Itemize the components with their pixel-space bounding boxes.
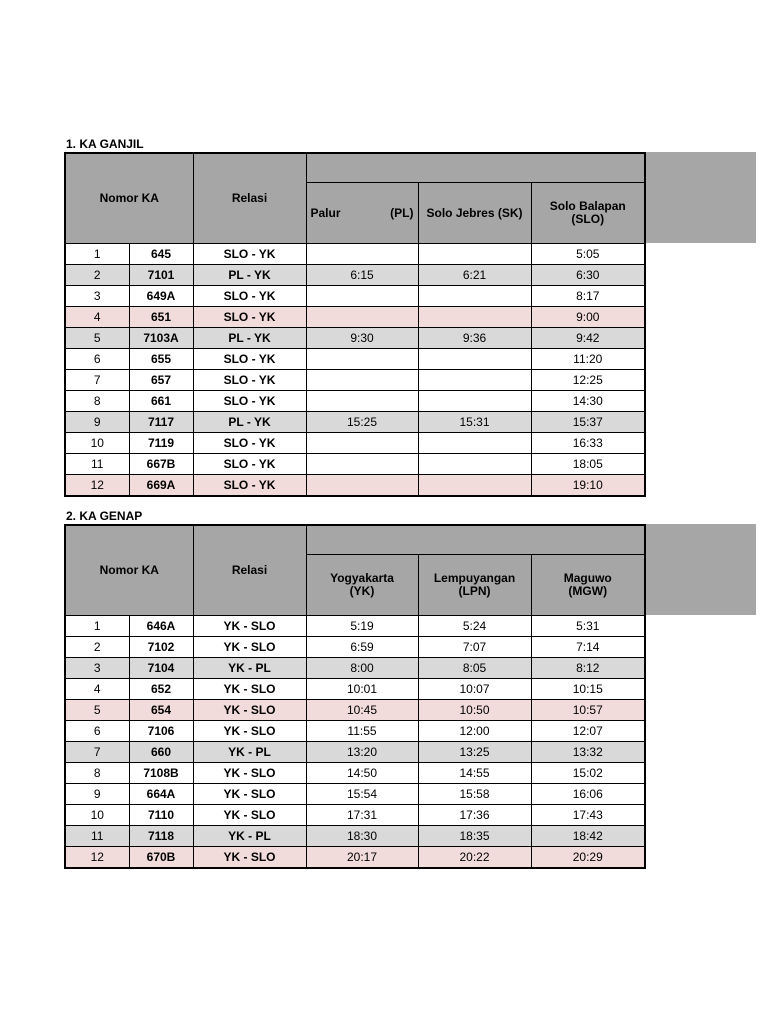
- train-number-cell: 660: [129, 741, 193, 762]
- row-number-cell: 2: [65, 636, 129, 657]
- station-code: (LPN): [458, 583, 491, 598]
- time-station-3-cell: 7:14: [531, 636, 645, 657]
- time-station-1-cell: 9:30: [306, 327, 418, 348]
- time-station-2-cell: 15:58: [418, 783, 531, 804]
- time-station-2-cell: 15:31: [418, 411, 531, 432]
- time-station-3-cell: 19:10: [531, 474, 645, 496]
- time-station-2-cell: 10:50: [418, 699, 531, 720]
- train-number-cell: 7102: [129, 636, 193, 657]
- route-cell: SLO - YK: [193, 243, 306, 264]
- train-number-cell: 649A: [129, 285, 193, 306]
- time-station-2-cell: [418, 432, 531, 453]
- row-number-cell: 4: [65, 678, 129, 699]
- train-number-cell: 7103A: [129, 327, 193, 348]
- time-station-3-cell: 10:15: [531, 678, 645, 699]
- time-station-1-cell: [306, 243, 418, 264]
- train-number-cell: 7108B: [129, 762, 193, 783]
- header-nomor-ka: Nomor KA: [65, 153, 193, 243]
- route-cell: PL - YK: [193, 327, 306, 348]
- row-number-cell: 9: [65, 783, 129, 804]
- header-stations-group: [306, 153, 645, 182]
- time-station-1-cell: [306, 369, 418, 390]
- train-number-cell: 7101: [129, 264, 193, 285]
- route-cell: SLO - YK: [193, 474, 306, 496]
- time-station-2-cell: 8:05: [418, 657, 531, 678]
- row-number-cell: 10: [65, 804, 129, 825]
- table-row: [65, 369, 645, 390]
- row-number-cell: 11: [65, 825, 129, 846]
- time-station-3-cell: 13:32: [531, 741, 645, 762]
- time-station-3-cell: 8:12: [531, 657, 645, 678]
- time-station-1-cell: 6:15: [306, 264, 418, 285]
- station-name: Palur: [310, 205, 341, 220]
- time-station-1-cell: [306, 390, 418, 411]
- train-number-cell: 651: [129, 306, 193, 327]
- table-row: [65, 390, 645, 411]
- route-cell: PL - YK: [193, 411, 306, 432]
- route-cell: PL - YK: [193, 264, 306, 285]
- time-station-1-cell: 15:54: [306, 783, 418, 804]
- table-row: [65, 285, 645, 306]
- table-body-genap: [65, 615, 645, 868]
- train-number-cell: 7119: [129, 432, 193, 453]
- table-row: [65, 474, 645, 496]
- time-station-3-cell: 15:02: [531, 762, 645, 783]
- table-row: [65, 453, 645, 474]
- time-station-2-cell: 17:36: [418, 804, 531, 825]
- route-cell: YK - SLO: [193, 846, 306, 868]
- header-station-maguwo: [531, 554, 645, 615]
- station-code: (YK): [349, 583, 375, 598]
- header-extension-band: [644, 524, 756, 615]
- route-cell: YK - PL: [193, 657, 306, 678]
- time-station-3-cell: 16:06: [531, 783, 645, 804]
- time-station-2-cell: [418, 474, 531, 496]
- time-station-3-cell: 17:43: [531, 804, 645, 825]
- time-station-2-cell: 10:07: [418, 678, 531, 699]
- header-station-solo-balapan: [531, 182, 645, 243]
- time-station-1-cell: [306, 453, 418, 474]
- train-number-cell: 667B: [129, 453, 193, 474]
- table-row: [65, 327, 645, 348]
- table-row: [65, 678, 645, 699]
- route-cell: SLO - YK: [193, 453, 306, 474]
- table-row: [65, 762, 645, 783]
- table-row: [65, 804, 645, 825]
- time-station-3-cell: 5:31: [531, 615, 645, 636]
- time-station-2-cell: 5:24: [418, 615, 531, 636]
- route-cell: YK - SLO: [193, 699, 306, 720]
- train-number-cell: 7110: [129, 804, 193, 825]
- time-station-2-cell: 12:00: [418, 720, 531, 741]
- time-station-3-cell: 6:30: [531, 264, 645, 285]
- section-title-genap: 2. KA GENAP: [66, 509, 143, 523]
- time-station-1-cell: 10:01: [306, 678, 418, 699]
- station-name: Solo Balapan: [549, 198, 626, 213]
- time-station-3-cell: 14:30: [531, 390, 645, 411]
- time-station-1-cell: 11:55: [306, 720, 418, 741]
- train-number-cell: 661: [129, 390, 193, 411]
- row-number-cell: 4: [65, 306, 129, 327]
- route-cell: SLO - YK: [193, 285, 306, 306]
- time-station-3-cell: 12:25: [531, 369, 645, 390]
- time-station-1-cell: [306, 474, 418, 496]
- row-number-cell: 2: [65, 264, 129, 285]
- row-number-cell: 6: [65, 720, 129, 741]
- route-cell: SLO - YK: [193, 369, 306, 390]
- table-row: [65, 720, 645, 741]
- time-station-1-cell: [306, 432, 418, 453]
- row-number-cell: 9: [65, 411, 129, 432]
- route-cell: YK - SLO: [193, 804, 306, 825]
- header-station-lempuyangan: [418, 554, 531, 615]
- table-row: [65, 825, 645, 846]
- time-station-1-cell: [306, 285, 418, 306]
- time-station-2-cell: 6:21: [418, 264, 531, 285]
- route-cell: SLO - YK: [193, 390, 306, 411]
- station-code: (PL): [390, 205, 414, 220]
- route-cell: YK - PL: [193, 741, 306, 762]
- station-name: Lempuyangan: [433, 570, 516, 585]
- train-number-cell: 646A: [129, 615, 193, 636]
- station-name: Maguwo: [563, 570, 612, 585]
- route-cell: YK - SLO: [193, 762, 306, 783]
- train-number-cell: 657: [129, 369, 193, 390]
- time-station-2-cell: 7:07: [418, 636, 531, 657]
- time-station-3-cell: 18:05: [531, 453, 645, 474]
- row-number-cell: 5: [65, 699, 129, 720]
- row-number-cell: 12: [65, 846, 129, 868]
- route-cell: SLO - YK: [193, 432, 306, 453]
- time-station-2-cell: [418, 390, 531, 411]
- table-row: [65, 264, 645, 285]
- section-title-ganjil: 1. KA GANJIL: [66, 137, 144, 151]
- row-number-cell: 12: [65, 474, 129, 496]
- table-row: [65, 741, 645, 762]
- time-station-3-cell: 12:07: [531, 720, 645, 741]
- header-station-palur: [306, 182, 418, 243]
- time-station-2-cell: [418, 348, 531, 369]
- schedule-table-genap: [64, 524, 646, 869]
- route-cell: YK - PL: [193, 825, 306, 846]
- route-cell: YK - SLO: [193, 636, 306, 657]
- time-station-1-cell: [306, 348, 418, 369]
- route-cell: YK - SLO: [193, 783, 306, 804]
- time-station-1-cell: 10:45: [306, 699, 418, 720]
- train-number-cell: 654: [129, 699, 193, 720]
- time-station-2-cell: [418, 453, 531, 474]
- train-number-cell: 7117: [129, 411, 193, 432]
- table-body-ganjil: [65, 243, 645, 496]
- time-station-3-cell: 10:57: [531, 699, 645, 720]
- time-station-1-cell: 5:19: [306, 615, 418, 636]
- station-code: (SLO): [571, 211, 605, 226]
- row-number-cell: 8: [65, 390, 129, 411]
- row-number-cell: 10: [65, 432, 129, 453]
- train-number-cell: 655: [129, 348, 193, 369]
- time-station-3-cell: 5:05: [531, 243, 645, 264]
- row-number-cell: 5: [65, 327, 129, 348]
- time-station-3-cell: 8:17: [531, 285, 645, 306]
- time-station-2-cell: 9:36: [418, 327, 531, 348]
- table-row: [65, 348, 645, 369]
- train-number-cell: 669A: [129, 474, 193, 496]
- time-station-1-cell: 17:31: [306, 804, 418, 825]
- train-number-cell: 664A: [129, 783, 193, 804]
- time-station-2-cell: [418, 369, 531, 390]
- time-station-2-cell: 13:25: [418, 741, 531, 762]
- time-station-3-cell: 18:42: [531, 825, 645, 846]
- time-station-3-cell: 9:42: [531, 327, 645, 348]
- route-cell: YK - SLO: [193, 678, 306, 699]
- time-station-2-cell: 18:35: [418, 825, 531, 846]
- time-station-1-cell: 6:59: [306, 636, 418, 657]
- row-number-cell: 11: [65, 453, 129, 474]
- table-row: [65, 306, 645, 327]
- header-relasi: Relasi: [193, 525, 306, 615]
- table-row: [65, 699, 645, 720]
- train-number-cell: 645: [129, 243, 193, 264]
- table-row: [65, 243, 645, 264]
- time-station-1-cell: 14:50: [306, 762, 418, 783]
- header-station-yogyakarta: [306, 554, 418, 615]
- train-number-cell: 7104: [129, 657, 193, 678]
- train-number-cell: 652: [129, 678, 193, 699]
- row-number-cell: 3: [65, 285, 129, 306]
- row-number-cell: 8: [65, 762, 129, 783]
- row-number-cell: 7: [65, 369, 129, 390]
- table-row: [65, 432, 645, 453]
- time-station-2-cell: [418, 243, 531, 264]
- time-station-1-cell: 13:20: [306, 741, 418, 762]
- time-station-1-cell: 20:17: [306, 846, 418, 868]
- route-cell: SLO - YK: [193, 306, 306, 327]
- time-station-2-cell: [418, 285, 531, 306]
- header-extension-band: [644, 152, 756, 243]
- time-station-3-cell: 15:37: [531, 411, 645, 432]
- table-row: [65, 615, 645, 636]
- route-cell: YK - SLO: [193, 720, 306, 741]
- row-number-cell: 1: [65, 615, 129, 636]
- route-cell: SLO - YK: [193, 348, 306, 369]
- time-station-1-cell: 18:30: [306, 825, 418, 846]
- row-number-cell: 3: [65, 657, 129, 678]
- train-number-cell: 7106: [129, 720, 193, 741]
- time-station-3-cell: 20:29: [531, 846, 645, 868]
- table-row: [65, 657, 645, 678]
- time-station-1-cell: [306, 306, 418, 327]
- time-station-3-cell: 9:00: [531, 306, 645, 327]
- route-cell: YK - SLO: [193, 615, 306, 636]
- header-stations-group: [306, 525, 645, 554]
- time-station-2-cell: 14:55: [418, 762, 531, 783]
- station-code: (MGW): [568, 583, 608, 598]
- row-number-cell: 7: [65, 741, 129, 762]
- table-row: [65, 783, 645, 804]
- time-station-3-cell: 16:33: [531, 432, 645, 453]
- time-station-1-cell: 8:00: [306, 657, 418, 678]
- time-station-1-cell: 15:25: [306, 411, 418, 432]
- schedule-table-ganjil: [64, 152, 646, 497]
- table-row: [65, 636, 645, 657]
- table-row: [65, 846, 645, 868]
- train-number-cell: 670B: [129, 846, 193, 868]
- table-row: [65, 411, 645, 432]
- header-relasi: Relasi: [193, 153, 306, 243]
- row-number-cell: 1: [65, 243, 129, 264]
- time-station-2-cell: [418, 306, 531, 327]
- station-name: Yogyakarta: [330, 570, 394, 585]
- time-station-3-cell: 11:20: [531, 348, 645, 369]
- header-station-solo-jebres: Solo Jebres (SK): [418, 182, 531, 243]
- row-number-cell: 6: [65, 348, 129, 369]
- train-number-cell: 7118: [129, 825, 193, 846]
- header-nomor-ka: Nomor KA: [65, 525, 193, 615]
- time-station-2-cell: 20:22: [418, 846, 531, 868]
